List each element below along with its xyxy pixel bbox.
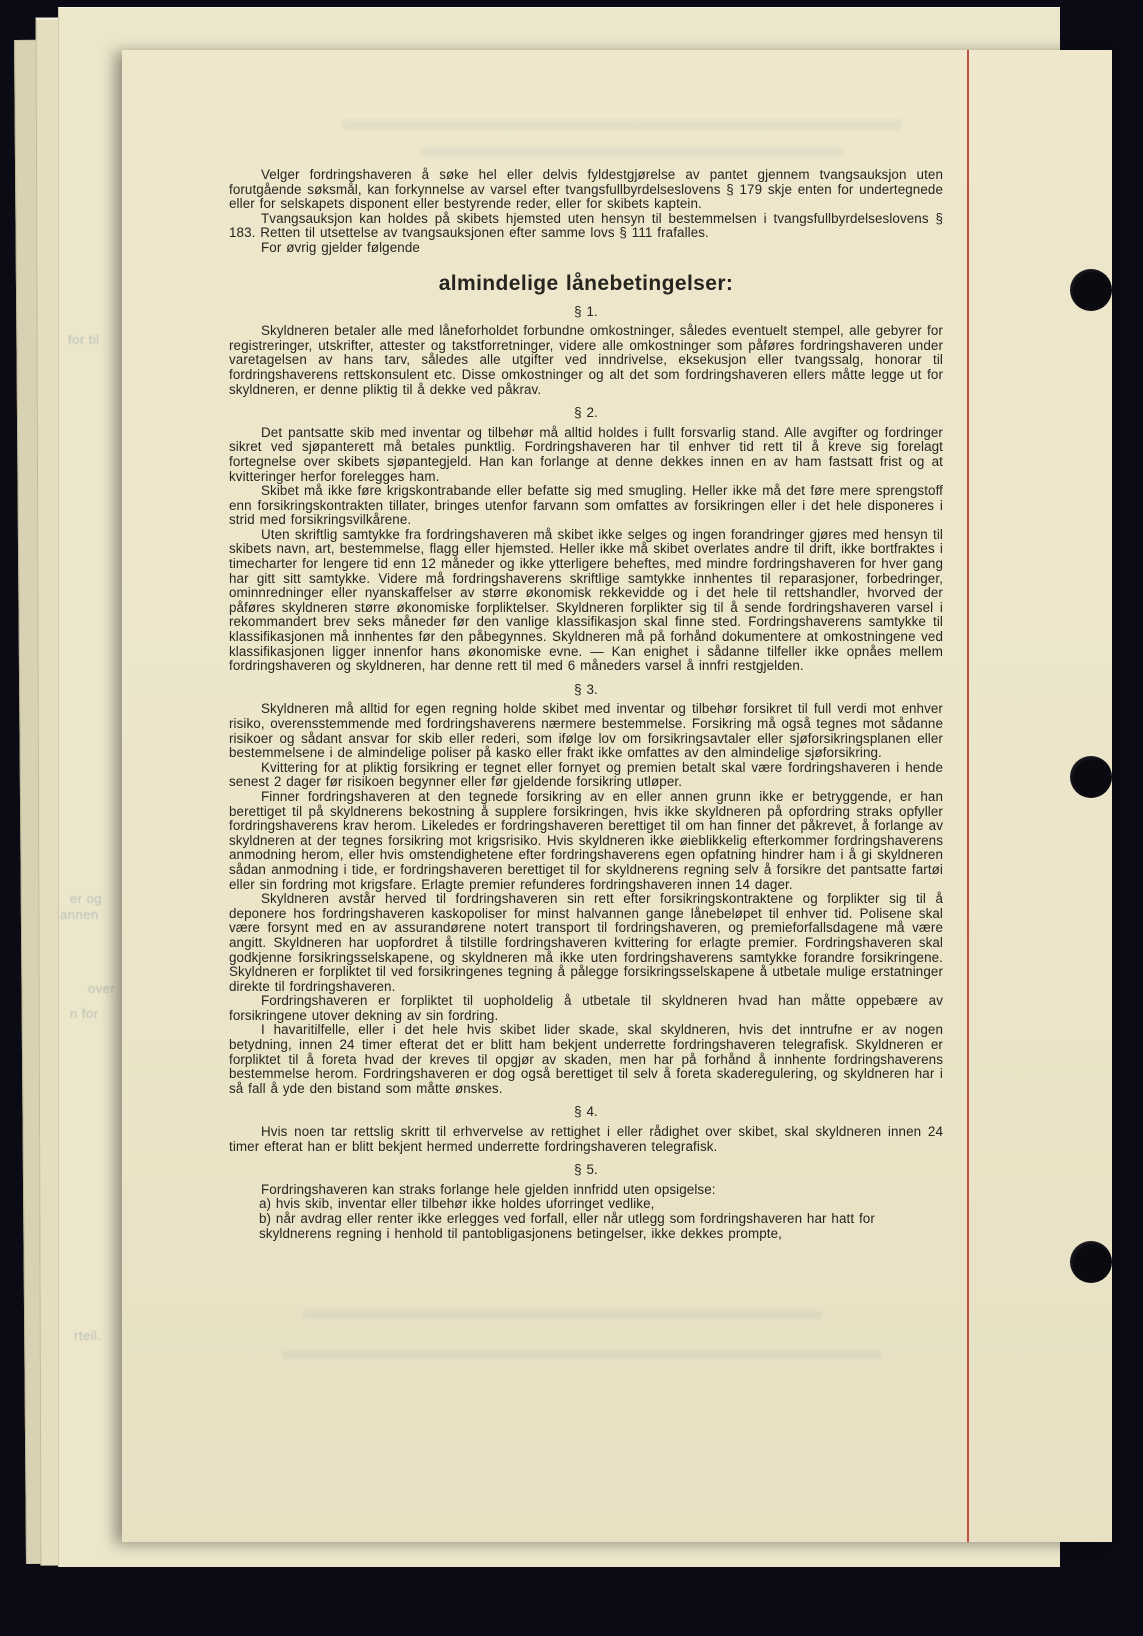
bleedthrough-text: n for: [70, 1006, 99, 1021]
section-paragraph: Skyldneren avstår herved til fordringshaveren sin rett efter forsikringskontraktene og forplikter sig til å deponere hos fordringshaveren kaskopoliser for minst halvannen gange lånebeløpet til enhver tid. Polisene skal være forsynt med en av assurandørene notert transport til fordringshaveren, og premieforfallsdagene må være angitt. Skyldneren har uopfordret å tilstille fordringshaveren kvittering for erlagte premier. Fordringshaveren skal godkjenne forsikringsselskapene, og skyldneren må ikke uten fordringshaverens samtykke forandre forsikringene. Skyldneren er forpliktet til ved forsikringenes tegning å pålegge forsikringsselskapene å utbetale mulige erstatninger direkte til fordringshaveren.: [229, 891, 943, 994]
intro-paragraph: For øvrig gjelder følgende: [261, 239, 420, 255]
bleedthrough-text: for til: [68, 332, 100, 347]
section-paragraph: Det pantsatte skib med inventar og tilbehør må alltid holdes i fullt forsvarlig stand. Alle avgifter og fordringer sikret ved sjøpanterett må betales punktlig. Fordringshaveren har til enhver tid rett til å kreve sig forelagt fortegnelse over skibets sjøpantegjeld. Han kan forlange at denne dekkes innen en av ham fastsatt frist og at kvitteringer herfor forelegges ham.: [229, 424, 943, 484]
margin-rule-line: [967, 50, 969, 1542]
intro-paragraph: Tvangsauksjon kan holdes på skibets hjemsted uten hensyn til bestemmelsen i tvangsfullbyrdelseslovens § 183. Retten til utsettelse av tvangsauksjonen efter samme lovs § 111 frafalles.: [229, 210, 943, 241]
section-paragraph: Skibet må ikke føre krigskontrabande eller befatte sig med smugling. Heller ikke må det føre mere sprengstoff enn forsikringskontrakten tillater, bringes utenfor farvann som omfattes av forsikringen eller i det hele disponeres i strid med forsikringsvilkårene.: [229, 483, 943, 528]
section-paragraph: Hvis noen tar rettslig skritt til erhvervelse av rettighet i eller rådighet over skibet, skal skyldneren innen 24 timer efterat han er blitt bekjent hermed underrette fordringshaveren telegrafisk.: [229, 1124, 943, 1154]
bleedthrough-text: over: [88, 981, 116, 996]
section-marker-1: § 1.: [574, 303, 598, 319]
bleedthrough-smudge: [342, 120, 902, 130]
bleedthrough-smudge: [422, 148, 842, 157]
punch-hole: [1070, 269, 1112, 311]
section-marker-5: § 5.: [574, 1162, 598, 1178]
section-marker-4: § 4.: [574, 1104, 598, 1120]
section-list-item-a: a) hvis skib, inventar eller tilbehør ikke holdes uforringet vedlike,: [259, 1196, 655, 1212]
intro-paragraph: Velger fordringshaveren å søke hel eller delvis fyldestgjørelse av pantet gjennem tvangsauksjon uten forutgående søksmål, kan forkynnelse av varsel efter tvangsfullbyrdelseslovens § 179 skje enten for undertegnede eller for selskapets disponent eller bestyrende reder, eller for skibets kaptein.: [229, 167, 943, 212]
section-paragraph: Finner fordringshaveren at den tegnede forsikring av en eller annen grunn ikke er betryggende, er han berettiget til på skyldnerens bekostning å supplere forsikringen, hvis ikke skyldneren på opfordring straks opfyller fordringshaverens krav herom. Likeledes er fordringshaveren berettiget til om han finner det påkrevet, å forlange av skyldneren at der tegnes forsikring mot krigsrisiko. Hvis skyldneren ikke øieblikkelig efterkommer fordringshaverens anmodning herom, eller hvis omstendighetene efter fordringshaverens egen opfatning hindrer ham i å gi skyldneren sådan anmodning i tide, er fordringshaveren berettiget til for skyldnerens regning selv å forsikre det pantsatte fartøi eller sin fordring mot krigsfare. Erlagte premier refunderes fordringshaveren innen 14 dager.: [229, 788, 943, 892]
section-paragraph: I havaritilfelle, eller i det hele hvis skibet lider skade, skal skyldneren, hvis det inntrufne er av nogen betydning, innen 24 timer efterat det er blitt ham bekjent underrette fordringshaveren telegrafisk. Skyldneren er forpliktet til å foreta hvad der kreves til opgjør av skaden, men har på forhånd å innhente fordringshaverens bestemmelse herom. Fordringshaveren er dog også berettiget til selv å foreta skaderegulering, og skyldneren har i så fall å yde den bistand som måtte ønskes.: [229, 1022, 943, 1096]
punch-hole: [1070, 756, 1112, 798]
section-lead-paragraph: Fordringshaveren kan straks forlange hele gjelden innfridd uten opsigelse:: [261, 1181, 716, 1197]
section-list-item-b: b) når avdrag eller renter ikke erlegges ved forfall, eller når utlegg som fordringshaveren har hatt for skyldnerens regning i henhold til pantobligasjonens betingelser, ikke dekkes prompte,: [259, 1211, 875, 1241]
section-paragraph: Skyldneren må alltid for egen regning holde skibet med inventar og tilbehør forsikret til full verdi mot enhver risiko, overensstemmende med fordringshaverens nærmere bestemmelse. Forsikring må også tegnes mot sådanne risikoer og sådant ansvar for skib eller rederi, som ifølge lov om forsikringsavtaler eller sjøforsikringsplanen eller bestemmelsene i de almindelige poliser på kasko eller frakt ikke omfattes av den almindelige sjøforsikring.: [229, 701, 943, 761]
document-page: [122, 50, 1112, 1542]
bleedthrough-text: annen: [60, 907, 99, 922]
bleedthrough-smudge: [302, 1310, 822, 1319]
section-paragraph: Skyldneren betaler alle med låneforholdet forbundne omkostninger, således eventuelt stempel, alle gebyrer for registreringer, utskrifter, attester og takstforretninger, videre alle omkostninger som påføres fordringshaveren under varetagelsen av hans tarv, således alle utgifter ved inndrivelse, eksekusjon eller tvangssalg, honorar til fordringshaverens rettskonsulent etc. Disse omkostninger og alt det som fordringshaveren ellers måtte legge ut for skyldneren, er denne pliktig til å dekke ved påkrav.: [229, 323, 943, 397]
bleedthrough-text: rteil.: [74, 1328, 102, 1343]
section-marker-3: § 3.: [574, 681, 598, 697]
section-paragraph: Kvittering for at pliktig forsikring er tegnet eller fornyet og premien betalt skal være fordringshaveren i hende senest 2 dager før risikoen begynner eller før gjeldende forsikring utløper.: [229, 759, 943, 790]
document-body-text: [229, 168, 943, 1241]
section-paragraph: Uten skriftlig samtykke fra fordringshaveren må skibet ikke selges og ingen forandringer gjøres med hensyn til skibets navn, art, bestemmelse, flagg eller hjemsted. Heller ikke må skibet overlates andre til drift, ikke bortfraktes i timecharter for lengere tid enn 12 måneder og ikke ytterligere beheftes, med mindre fordringshaveren for hver gang har gitt sitt samtykke. Videre må fordringshaverens skriftlige samtykke innhentes til reparasjoner, forbedringer, ominnredninger eller nyanskaffelser av større økonomisk rekkevidde og i det hele til rettshandler, hvorved der påføres skyldneren større økonomiske forpliktelser. Skyldneren forplikter sig til å sende fordringshaveren varsel i rekommandert brev seks måneder før den vanlige klassifikasjon skal finne sted. Fordringshaverens samtykke til klassifikasjonen må innhentes før den påbegynnes. Skyldneren må på forhånd dokumentere at omkostningene ved klassifikasjonen ligger innenfor hans økonomiske evne. — Kan enighet i sådanne tilfeller ikke opnåes mellem fordringshaveren og skyldneren, har denne rett til med 6 måneders varsel å innfri restgjelden.: [229, 526, 943, 674]
bleedthrough-smudge: [282, 1350, 882, 1359]
section-paragraph: Fordringshaveren er forpliktet til uopholdelig å utbetale til skyldneren hvad han måtte oppebære av forsikringene utover dekning av sin fordring.: [229, 993, 943, 1023]
punch-hole: [1070, 1241, 1112, 1283]
bleedthrough-text: er og: [70, 891, 103, 906]
section-marker-2: § 2.: [574, 405, 598, 421]
document-heading: almindelige lånebetingelser:: [438, 271, 734, 295]
